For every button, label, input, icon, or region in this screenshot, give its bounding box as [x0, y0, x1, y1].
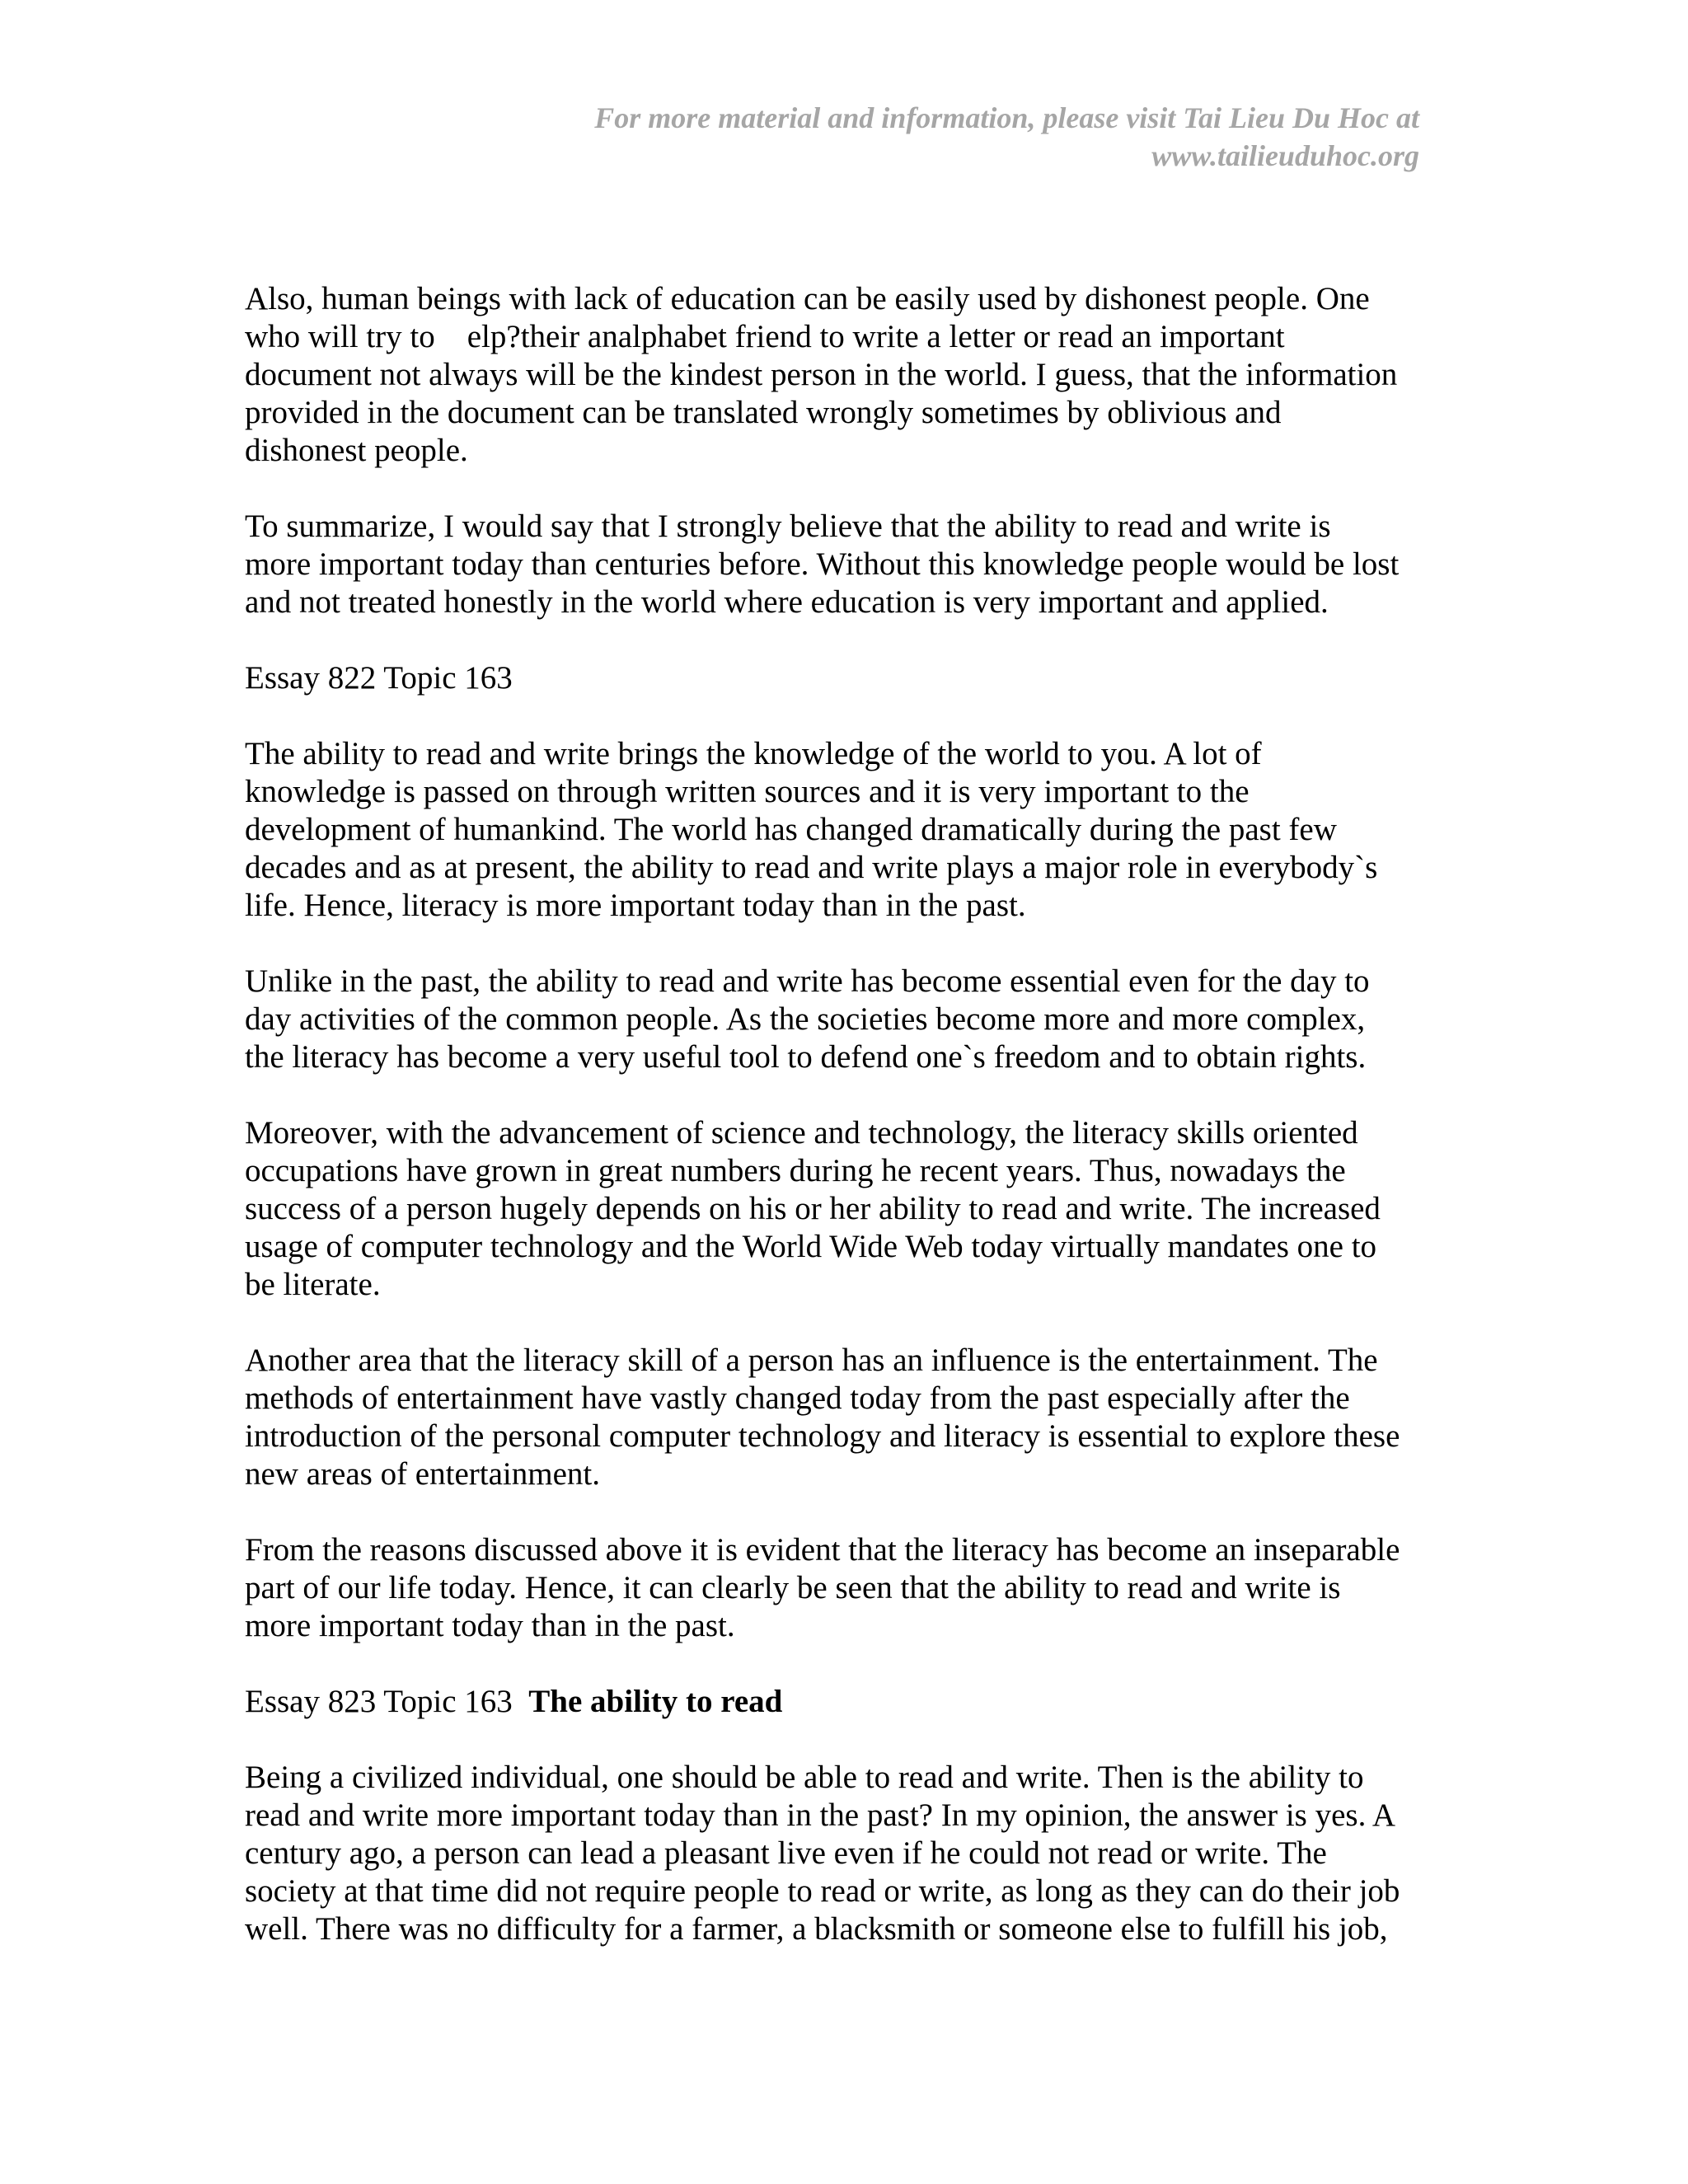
paragraph [245, 1342, 1423, 1493]
text-line: success of a person hugely depends on his or her ability to read and write. The increased [245, 1191, 1381, 1226]
paragraph [245, 508, 1423, 621]
text-line: occupations have grown in great numbers during he recent years. Thus, nowadays the [245, 1153, 1346, 1188]
text-line: life. Hence, literacy is more important today than in the past. [245, 888, 1026, 923]
paragraph [245, 1114, 1423, 1304]
text-line: introduction of the personal computer technology and literacy is essential to explore these [245, 1418, 1400, 1454]
paragraph [245, 1531, 1423, 1645]
text-line: be literate. [245, 1267, 381, 1302]
text-line: From the reasons discussed above it is evident that the literacy has become an inseparable [245, 1532, 1400, 1568]
text-line: usage of computer technology and the World Wide Web today virtually mandates one to [245, 1229, 1377, 1264]
text-line: the literacy has become a very useful tool to defend one`s freedom and to obtain rights. [245, 1039, 1367, 1075]
text-line: more important today than in the past. [245, 1608, 735, 1643]
text-line: Unlike in the past, the ability to read and write has become essential even for the day to [245, 963, 1370, 999]
text-line: and not treated honestly in the world where education is very important and applied. [245, 584, 1329, 620]
paragraph [245, 1759, 1423, 1948]
essay-823-heading-label: Essay 823 Topic 163 [245, 1684, 513, 1719]
text-line: who will try to elp?their analphabet friend to write a letter or read an important [245, 319, 1285, 354]
header-line-1: For more material and information, please visit Tai Lieu Du Hoc at [594, 101, 1419, 134]
text-line: The ability to read and write brings the knowledge of the world to you. A lot of [245, 736, 1262, 771]
text-line: dishonest people. [245, 433, 468, 468]
text-line: well. There was no difficulty for a farmer, a blacksmith or someone else to fulfill his job, [245, 1911, 1388, 1947]
text-line: document not always will be the kindest person in the world. I guess, that the information [245, 357, 1398, 392]
page-header [430, 99, 1419, 175]
text-line: century ago, a person can lead a pleasant live even if he could not read or write. The [245, 1835, 1327, 1871]
essay-823-heading [245, 1683, 1423, 1721]
text-line: Moreover, with the advancement of science and technology, the literacy skills oriented [245, 1115, 1358, 1151]
text-line: provided in the document can be translated wrongly sometimes by oblivious and [245, 395, 1282, 430]
text-line: development of humankind. The world has changed dramatically during the past few [245, 812, 1337, 847]
text-line: day activities of the common people. As the societies become more and more complex, [245, 1001, 1366, 1037]
text-line: decades and as at present, the ability to read and write plays a major role in everybody`s [245, 850, 1378, 885]
text-line: part of our life today. Hence, it can clearly be seen that the ability to read and write is [245, 1570, 1341, 1605]
paragraph [245, 280, 1423, 470]
text-line: more important today than centuries before. Without this knowledge people would be lost [245, 546, 1400, 582]
text-line: read and write more important today than in the past? In my opinion, the answer is yes. A [245, 1797, 1396, 1833]
text-line: To summarize, I would say that I strongly believe that the ability to read and write is [245, 509, 1331, 544]
document-body [245, 280, 1423, 1986]
text-line: society at that time did not require people to read or write, as long as they can do their job [245, 1873, 1400, 1909]
paragraph [245, 735, 1423, 925]
text-line: knowledge is passed on through written sources and it is very important to the [245, 774, 1250, 809]
essay-823-heading-title: The ability to read [528, 1684, 783, 1719]
header-line-2: www.tailieuduhoc.org [1151, 139, 1419, 172]
paragraph [245, 963, 1423, 1076]
essay-822-heading: Essay 822 Topic 163 [245, 660, 513, 696]
text-line: new areas of entertainment. [245, 1456, 600, 1492]
text-line: Being a civilized individual, one should be able to read and write. Then is the ability to [245, 1760, 1364, 1795]
text-line: Also, human beings with lack of education can be easily used by dishonest people. One [245, 281, 1370, 316]
text-line: methods of entertainment have vastly changed today from the past especially after the [245, 1380, 1350, 1416]
text-line: Another area that the literacy skill of a person has an influence is the entertainment. The [245, 1343, 1378, 1378]
